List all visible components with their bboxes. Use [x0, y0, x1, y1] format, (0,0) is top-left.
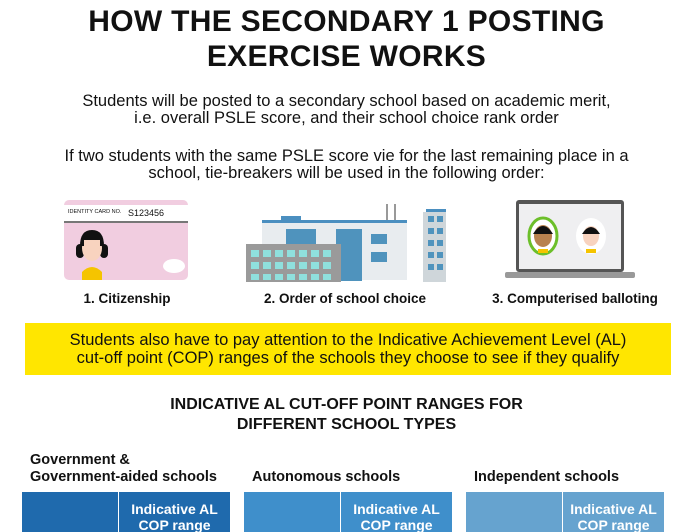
autonomous-cop-table — [244, 492, 452, 532]
col-header: Indicative AL COP range — [353, 501, 440, 532]
school-type-government: Government & Government-aided schools — [30, 452, 217, 485]
tiebreak-text: If two students with the same PSLE score vie for the last remaining place in a school, tie-breakers will be used in the following order: — [64, 147, 629, 182]
laptop-ballot-icon — [505, 200, 635, 282]
col-header: Indicative AL COP range — [570, 501, 657, 532]
independent-cop-table — [466, 492, 664, 532]
school-type-autonomous: Autonomous schools — [252, 469, 401, 485]
school-type-independent: Independent schools — [474, 469, 620, 485]
identity-card-icon: IDENTITY CARD NO. S123456 — [64, 200, 188, 280]
tiebreaker-label-school-choice: 2. Order of school choice — [263, 291, 427, 306]
government-cop-table — [22, 492, 230, 532]
intro-text: Students will be posted to a secondary school based on academic merit, i.e. overall PSLE score, and their school choice rank order — [82, 92, 611, 127]
tiebreaker-label-balloting: 3. Computerised balloting — [492, 291, 658, 306]
tiebreaker-label-citizenship: 1. Citizenship — [83, 291, 171, 306]
school-building-icon — [246, 204, 446, 282]
page-title: HOW THE SECONDARY 1 POSTING EXERCISE WORKS — [88, 5, 605, 73]
al-cop-banner: Students also have to pay attention to the Indicative Achievement Level (AL) cut-off point (COP) ranges of the schools they choose to see if they qualify — [25, 323, 671, 375]
col-header: Indicative AL COP range — [131, 501, 218, 532]
section-title: INDICATIVE AL CUT-OFF POINT RANGES FOR DIFFERENT SCHOOL TYPES — [170, 396, 523, 433]
